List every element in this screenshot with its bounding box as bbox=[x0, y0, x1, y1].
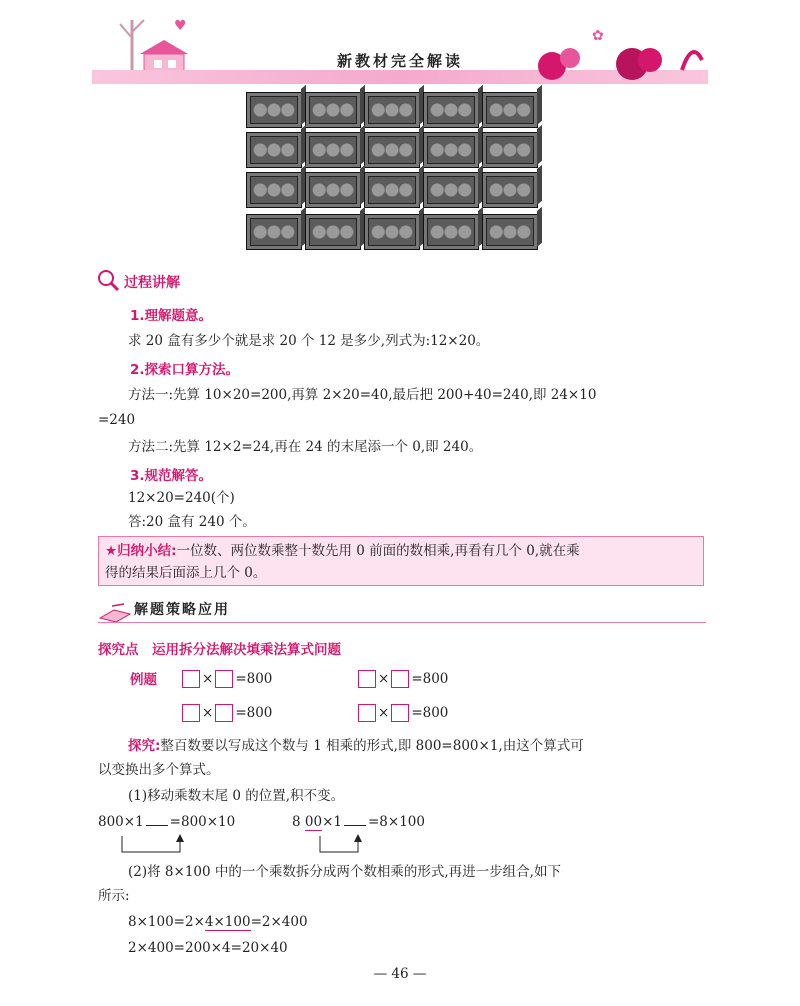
blank-box[interactable] bbox=[358, 670, 376, 688]
item2-line1: (2)将 8×100 中的一个乘数拆分成两个数相乘的形式,再进一步组合,如下 bbox=[128, 864, 561, 880]
page-header bbox=[92, 0, 708, 90]
explore-text: 整百数要以写成这个数与 1 相乘的形式,即 800=800×1,由这个算式可 bbox=[160, 738, 584, 754]
step1-text: 求 20 盒有多少个就是求 20 个 12 是多少,列式为:12×20。 bbox=[128, 333, 490, 349]
example-eq-3: × =800 bbox=[182, 704, 272, 722]
calc-text: 12×20=240(个) bbox=[128, 490, 235, 506]
svg-text:✿: ✿ bbox=[592, 28, 604, 44]
book-icon bbox=[98, 602, 132, 622]
blank-box[interactable] bbox=[358, 704, 376, 722]
box bbox=[246, 92, 302, 128]
box bbox=[364, 92, 420, 128]
method2-text: 方法二:先算 12×2=24,再在 24 的末尾添一个 0,即 240。 bbox=[128, 439, 483, 455]
boxes-illustration bbox=[246, 90, 546, 256]
box bbox=[423, 172, 479, 208]
box bbox=[305, 172, 361, 208]
eq-a: 8×100=2×4×100=2×400 bbox=[128, 914, 308, 930]
item1-eq1: 800×1 =800×10 bbox=[98, 814, 236, 830]
box bbox=[482, 214, 538, 250]
example-label: 例题 bbox=[130, 672, 157, 688]
blank-box[interactable] bbox=[391, 670, 409, 688]
eq-b: 2×400=200×4=20×40 bbox=[128, 940, 288, 956]
blank-box[interactable] bbox=[391, 704, 409, 722]
page-number: — 46 — bbox=[373, 966, 427, 982]
method1-line1: 方法一:先算 10×20=200,再算 2×20=40,最后把 200+40=240,即 24×10 bbox=[128, 387, 597, 403]
example-eq-2: × =800 bbox=[358, 670, 448, 688]
summary-line1 bbox=[105, 541, 580, 561]
arrow-1 bbox=[120, 834, 220, 858]
box bbox=[364, 172, 420, 208]
box bbox=[305, 92, 361, 128]
box bbox=[305, 214, 361, 250]
step2-label: 2.探索口算方法。 bbox=[130, 362, 240, 378]
strategy-heading: 解题策略应用 bbox=[134, 602, 230, 618]
explore-line1 bbox=[128, 736, 584, 756]
example-eq-4: × =800 bbox=[358, 704, 448, 722]
blank-box[interactable] bbox=[215, 704, 233, 722]
explore-line2: 以变换出多个算式。 bbox=[98, 762, 220, 778]
box bbox=[482, 92, 538, 128]
box bbox=[246, 132, 302, 168]
box bbox=[246, 172, 302, 208]
summary-text1: 一位数、两位数乘整十数先用 0 前面的数相乘,再看有几个 0,就在乘 bbox=[176, 543, 580, 559]
box bbox=[423, 214, 479, 250]
blank-box[interactable] bbox=[182, 704, 200, 722]
flower-illustration bbox=[522, 20, 708, 84]
step3-label: 3.规范解答。 bbox=[130, 468, 213, 484]
answer-text: 答:20 盒有 240 个。 bbox=[128, 514, 256, 530]
blank-underline bbox=[344, 825, 366, 826]
box bbox=[364, 214, 420, 250]
summary-label: ★归纳小结: bbox=[105, 543, 177, 559]
blank-underline bbox=[146, 825, 168, 826]
svg-text:♥: ♥ bbox=[174, 18, 187, 34]
box bbox=[423, 132, 479, 168]
magnifier-icon bbox=[96, 268, 122, 292]
strategy-divider bbox=[98, 622, 706, 623]
header-title: 新教材完全解读 bbox=[336, 52, 463, 70]
box bbox=[246, 214, 302, 250]
item2-line2: 所示: bbox=[98, 888, 130, 904]
box bbox=[482, 132, 538, 168]
box bbox=[423, 92, 479, 128]
example-eq-1: × =800 bbox=[182, 670, 272, 688]
summary-box bbox=[98, 536, 704, 586]
explore-label: 探究: bbox=[128, 738, 161, 754]
item1-text: (1)移动乘数末尾 0 的位置,积不变。 bbox=[128, 788, 345, 804]
step1-label: 1.理解题意。 bbox=[130, 308, 213, 324]
blank-box[interactable] bbox=[182, 670, 200, 688]
box bbox=[305, 132, 361, 168]
summary-line2: 得的结果后面添上几个 0。 bbox=[105, 565, 267, 581]
arrow-2 bbox=[318, 834, 418, 858]
process-heading: 过程讲解 bbox=[124, 275, 180, 291]
item1-eq2: 8 00×1 =8×100 bbox=[292, 814, 425, 830]
box bbox=[482, 172, 538, 208]
topic-line: 探究点 运用拆分法解决填乘法算式问题 bbox=[98, 642, 341, 658]
blank-box[interactable] bbox=[215, 670, 233, 688]
method1-line2: =240 bbox=[98, 412, 136, 428]
box bbox=[364, 132, 420, 168]
